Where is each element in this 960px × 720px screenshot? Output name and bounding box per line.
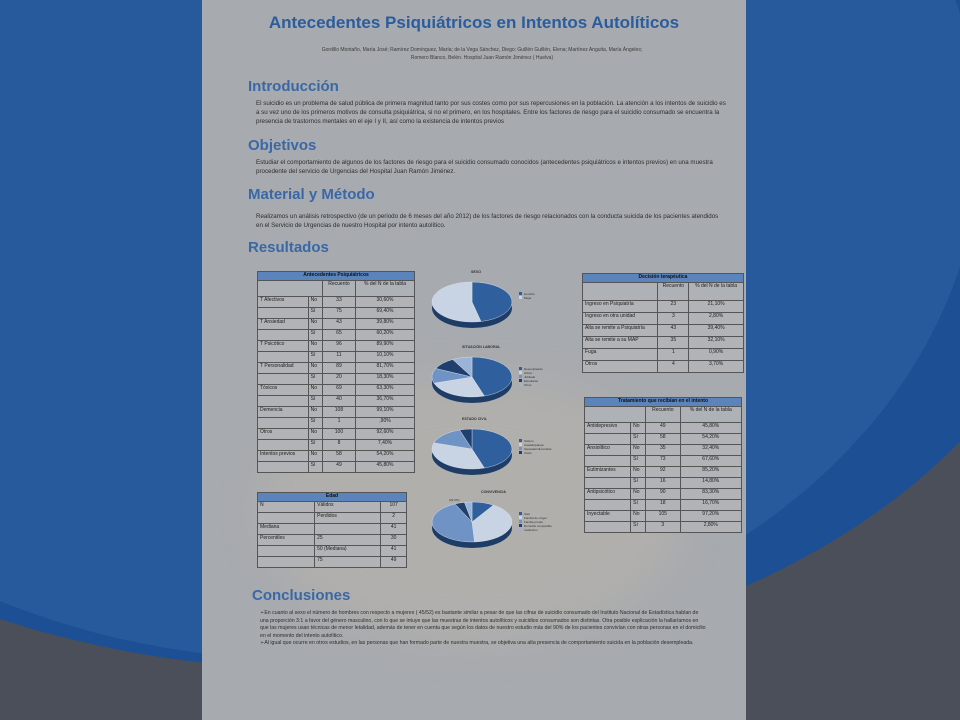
row-percent: 7,40% — [356, 440, 415, 451]
row-count: 11 — [322, 352, 355, 363]
table-row — [258, 330, 415, 341]
table-header-pct: % del N de la tabla — [356, 281, 415, 297]
row-count: 16 — [646, 478, 681, 489]
row-category: Sí — [308, 418, 322, 429]
legend-label: Solo — [524, 512, 531, 516]
table-row — [583, 361, 744, 373]
row-label — [258, 546, 315, 557]
row-label: Eutimizantes — [585, 467, 631, 478]
legend-label: Familia de origen — [524, 516, 548, 520]
conclusions-heading: Conclusiones — [252, 587, 351, 604]
legend-entry — [519, 383, 559, 387]
row-count: 35 — [658, 337, 689, 349]
row-category: No — [631, 511, 646, 522]
row-count: 1 — [322, 418, 355, 429]
row-percent: 92,60% — [356, 429, 415, 440]
row-percent: 21,10% — [689, 301, 744, 313]
row-percent: 39,80% — [356, 319, 415, 330]
legend-label: Domicilio compartido — [524, 524, 552, 528]
legend-label: Activo — [524, 371, 533, 375]
legend-swatch — [519, 451, 522, 454]
row-label: N — [258, 502, 315, 513]
table-row — [583, 325, 744, 337]
legend-entry — [519, 296, 559, 300]
row-percent: 45,80% — [680, 423, 741, 434]
row-value: 2 — [381, 513, 407, 524]
row-count: 49 — [646, 423, 681, 434]
legend-label: Jubilado — [524, 375, 536, 379]
table-header-blank — [585, 407, 646, 423]
row-label: Demencia — [258, 407, 309, 418]
row-sublabel: 50 (Mediana) — [315, 546, 381, 557]
pie-legend — [519, 512, 559, 532]
table-header-recuento: Recuento — [646, 407, 681, 423]
legend-label: Desempleado — [524, 367, 543, 371]
row-count: 108 — [322, 407, 355, 418]
table-row — [258, 546, 407, 557]
row-count: 96 — [322, 341, 355, 352]
row-label — [585, 478, 631, 489]
row-count: 100 — [322, 429, 355, 440]
objectives-heading: Objetivos — [248, 137, 317, 154]
row-category: No — [631, 489, 646, 500]
legend-label: Soltero — [524, 439, 534, 443]
table-row — [258, 297, 415, 308]
row-label: Antipsicótico — [585, 489, 631, 500]
table-row — [258, 557, 407, 568]
row-count: 1 — [658, 349, 689, 361]
legend-swatch — [519, 439, 522, 442]
legend-label: Otros — [524, 383, 532, 387]
table-row — [258, 319, 415, 330]
table-row — [258, 341, 415, 352]
conclusions-text — [260, 610, 706, 648]
methods-text: Realizamos un análisis retrospectivo (de un periodo de 6 meses del año 2012) de los factores de riesgo relacionados con la conducta suicida de los pacientes atendidos en el Servicio de Urgencias de nuestro Hospital por intento autolítico. — [256, 213, 719, 229]
row-count: 90 — [646, 489, 681, 500]
row-count: 4 — [658, 361, 689, 373]
row-percent: 2,80% — [689, 313, 744, 325]
row-sublabel: 25 — [315, 535, 381, 546]
row-label: Fuga — [583, 349, 658, 361]
row-category: Sí — [308, 308, 322, 319]
legend-swatch — [519, 379, 522, 382]
conclusion-item: ➢En cuanto al sexo el número de hombres con respecto a mujeres ( 45/52) es bastante similar a pesar de que las cifras de suicidio consumado del Instituto Nacional de Estadística hablan de una proporción 3:1 a favor del género masculino, con lo que se intuye que las muestras de intentos autolíticos y suicidios consumados son distintas. Otra posible explicación la hallaríamos en que las mujeres usan técnicas de menor letalidad, además de tener en cuenta que según los datos de nuestro estudio más del 90% de los pacientes convivían con otras personas en el domicilio en el momento del intento autolítico. — [260, 610, 706, 639]
pie-legend — [519, 439, 559, 455]
legend-swatch — [519, 524, 522, 527]
table-header-recuento: Recuento — [322, 281, 355, 297]
row-category: No — [308, 363, 322, 374]
pie-chart — [427, 423, 517, 483]
table-row — [258, 385, 415, 396]
table-tratamiento — [584, 397, 742, 533]
row-label — [258, 308, 309, 319]
row-percent: 30,60% — [356, 297, 415, 308]
row-count: 75 — [322, 308, 355, 319]
legend-swatch — [519, 367, 522, 370]
intro-text: El suicidio es un problema de salud pública de primera magnitud tanto por sus costes como por sus repercusiones en la población. La atención a los intentos de suicidio es a su vez uno de los primeros motivos de consulta psiquiátrica, si no el primero, en los hospitales. Entre los factores de riesgo para el suicidio consumado se encuentra la presencia de trastornos mentales en el eje I y II, así como la existencia de intentos previos — [256, 100, 726, 125]
legend-label: Mujer — [524, 296, 532, 300]
row-category: No — [308, 319, 322, 330]
row-percent: 0,90% — [689, 349, 744, 361]
row-label: T Psicótico — [258, 341, 309, 352]
row-category: Sí — [308, 462, 322, 473]
row-count: 65 — [322, 330, 355, 341]
row-count: 49 — [322, 462, 355, 473]
pie-title: SITUACIÓN LABORAL — [462, 345, 501, 349]
row-label: Intentos previos — [258, 451, 309, 462]
row-label: T Ansiedad — [258, 319, 309, 330]
legend-label: Viudo — [524, 451, 532, 455]
table-row — [258, 524, 407, 535]
legend-swatch — [519, 383, 522, 386]
legend-entry — [519, 528, 559, 532]
row-label — [258, 374, 309, 385]
row-percent: 54,20% — [680, 434, 741, 445]
row-percent: 3,70% — [689, 361, 744, 373]
table-row — [583, 337, 744, 349]
row-label: Inyectable — [585, 511, 631, 522]
legend-swatch — [519, 447, 522, 450]
conclusion-item: ➢Al igual que ocurre en otros estudios, en las personas que han formado parte de nuestra muestra, se objetiva una alta presencia de comportamiento suicida en la población desempleada. — [260, 640, 694, 647]
row-count: 18 — [646, 500, 681, 511]
row-category: No — [308, 385, 322, 396]
row-label — [258, 396, 309, 407]
row-percent: 81,70% — [356, 363, 415, 374]
row-count: 105 — [646, 511, 681, 522]
row-percent: 32,40% — [680, 445, 741, 456]
legend-swatch — [519, 528, 522, 531]
legend-label: Hombre — [524, 292, 535, 296]
row-category: Sí — [631, 478, 646, 489]
row-category: Sí — [631, 456, 646, 467]
table-row — [583, 349, 744, 361]
table-header-pct: % del N de la tabla — [680, 407, 741, 423]
legend-label: Casado/pareja — [524, 443, 544, 447]
legend-swatch — [519, 443, 522, 446]
row-category: No — [308, 297, 322, 308]
row-label: Antidepresivo — [585, 423, 631, 434]
row-percent: 16,70% — [680, 500, 741, 511]
row-category: No — [308, 451, 322, 462]
row-count: 40 — [322, 396, 355, 407]
row-count: 73 — [646, 456, 681, 467]
row-count: 8 — [322, 440, 355, 451]
row-percent: 83,30% — [680, 489, 741, 500]
row-label — [585, 500, 631, 511]
pie-chart — [427, 276, 517, 336]
row-percent: 10,10% — [356, 352, 415, 363]
legend-swatch — [519, 296, 522, 299]
row-percent: 18,30% — [356, 374, 415, 385]
legend-label: Familia propia — [524, 520, 543, 524]
row-label: Ansiolítico — [585, 445, 631, 456]
table-row — [585, 478, 742, 489]
table-header-blank — [583, 283, 658, 301]
table-row — [585, 467, 742, 478]
row-label: Mediana — [258, 524, 315, 535]
pie-title: SEXO — [471, 270, 481, 274]
row-value: 41 — [381, 546, 407, 557]
row-sublabel: 75 — [315, 557, 381, 568]
pie-charts — [427, 270, 552, 560]
row-category: Sí — [308, 330, 322, 341]
table-row — [258, 374, 415, 385]
legend-label: Separado/divorciado — [524, 447, 552, 451]
pie-annotation: (29,3%) — [449, 498, 460, 502]
row-label: Percentiles — [258, 535, 315, 546]
row-category: No — [308, 429, 322, 440]
table-decision-terapeutica — [582, 273, 744, 373]
table-row — [258, 308, 415, 319]
poster-title: Antecedentes Psiquiátricos en Intentos Autolíticos — [268, 13, 680, 32]
row-label: T Afectivos — [258, 297, 309, 308]
table-row — [258, 535, 407, 546]
row-sublabel: Perdidos — [315, 513, 381, 524]
table-row — [585, 489, 742, 500]
row-label: Tóxicos — [258, 385, 309, 396]
row-category: Sí — [631, 500, 646, 511]
table-row — [258, 418, 415, 429]
table-header-blank — [258, 281, 323, 297]
table-caption: Antecedentes Psiquiátricos — [258, 272, 415, 281]
table-row — [258, 440, 415, 451]
row-category: No — [308, 407, 322, 418]
legend-label: Institución — [524, 528, 538, 532]
table-row — [258, 407, 415, 418]
row-percent: 85,20% — [680, 467, 741, 478]
row-category: Sí — [308, 374, 322, 385]
row-count: 20 — [322, 374, 355, 385]
row-count: 43 — [322, 319, 355, 330]
table-row — [585, 423, 742, 434]
legend-label: Estudiante — [524, 379, 539, 383]
row-label — [258, 352, 309, 363]
row-count: 92 — [646, 467, 681, 478]
intro-heading: Introducción — [248, 78, 339, 95]
row-count: 3 — [658, 313, 689, 325]
row-label: T Personalidad — [258, 363, 309, 374]
row-value: 107 — [381, 502, 407, 513]
row-label — [258, 513, 315, 524]
authors: Gordillo Montaño, María José; Ramírez Domínguez, María; de la Vega Sánchez, Diego; Guillén Guillén, Elena; Martínez Anguita, María Ángeles; Romero Blanco, Belén. Hospital Juan Ramón Jiménez ( Huelva) — [321, 47, 643, 61]
legend-swatch — [519, 292, 522, 295]
table-caption: Tratamiento que recibían en el intento — [585, 398, 742, 407]
legend-swatch — [519, 512, 522, 515]
row-label — [258, 440, 309, 451]
row-category: No — [631, 423, 646, 434]
table-caption: Edad — [258, 493, 407, 502]
row-label — [258, 330, 309, 341]
row-category: Sí — [308, 352, 322, 363]
row-count: 58 — [646, 434, 681, 445]
row-percent: 45,80% — [356, 462, 415, 473]
row-count: 69 — [322, 385, 355, 396]
row-sublabel: Válidos — [315, 502, 381, 513]
table-row — [585, 500, 742, 511]
table-row — [583, 301, 744, 313]
legend-swatch — [519, 520, 522, 523]
row-count: 35 — [646, 445, 681, 456]
row-category: No — [631, 445, 646, 456]
row-category: Sí — [308, 440, 322, 451]
row-percent: 69,40% — [356, 308, 415, 319]
row-percent: 2,80% — [680, 522, 741, 533]
row-percent: 14,80% — [680, 478, 741, 489]
row-label: Alta se remite a Psiquiatría — [583, 325, 658, 337]
table-header-pct: % del N de la tabla — [689, 283, 744, 301]
legend-swatch — [519, 516, 522, 519]
table-row — [258, 429, 415, 440]
row-label: Ingreso en Psiquiatría — [583, 301, 658, 313]
row-label — [258, 418, 309, 429]
pie-chart — [427, 496, 517, 556]
row-percent: 39,40% — [689, 325, 744, 337]
row-label: Otros — [258, 429, 309, 440]
table-row — [258, 462, 415, 473]
table-row — [585, 434, 742, 445]
row-value: 41 — [381, 524, 407, 535]
legend-entry — [519, 451, 559, 455]
row-percent: 54,20% — [356, 451, 415, 462]
row-label — [585, 456, 631, 467]
legend-swatch — [519, 375, 522, 378]
row-percent: 36,70% — [356, 396, 415, 407]
table-row — [258, 363, 415, 374]
poster — [202, 0, 746, 720]
table-row — [583, 313, 744, 325]
row-count: 23 — [658, 301, 689, 313]
pie-title: ESTADO CIVIL — [462, 417, 487, 421]
row-count: 43 — [658, 325, 689, 337]
pie-chart — [427, 351, 517, 411]
table-header-recuento: Recuento — [658, 283, 689, 301]
row-percent: 89,90% — [356, 341, 415, 352]
table-row — [585, 511, 742, 522]
row-category: Sí — [631, 434, 646, 445]
results-heading: Resultados — [248, 239, 329, 256]
row-percent: 63,30% — [356, 385, 415, 396]
methods-heading: Material y Método — [248, 186, 375, 203]
table-antecedentes — [257, 271, 415, 473]
table-edad — [257, 492, 407, 568]
row-category: No — [308, 341, 322, 352]
row-percent: 99,10% — [356, 407, 415, 418]
table-row — [258, 513, 407, 524]
row-sublabel — [315, 524, 381, 535]
row-category: No — [631, 467, 646, 478]
objectives-text: Estudiar el comportamiento de algunos de los factores de riesgo para el suicidio consumado conocidos (antecedentes psiquiátricos e intentos previos) en una muestra procedente del servicio de Urgencias del Hospital Juan Ramón Jiménez. — [256, 159, 713, 175]
row-value: 49 — [381, 557, 407, 568]
table-row — [585, 456, 742, 467]
table-row — [585, 522, 742, 533]
table-row — [258, 396, 415, 407]
row-label — [585, 522, 631, 533]
row-percent: 32,10% — [689, 337, 744, 349]
table-caption: Decisión terapéutica — [583, 274, 744, 283]
row-label: Otros — [583, 361, 658, 373]
row-category: Sí — [631, 522, 646, 533]
pie-legend — [519, 367, 559, 387]
row-label: Ingreso en otra unidad — [583, 313, 658, 325]
row-count: 58 — [322, 451, 355, 462]
row-percent: 67,60% — [680, 456, 741, 467]
table-row — [258, 502, 407, 513]
row-count: 89 — [322, 363, 355, 374]
row-category: Sí — [308, 396, 322, 407]
legend-swatch — [519, 371, 522, 374]
table-row — [585, 445, 742, 456]
row-label — [585, 434, 631, 445]
table-row — [258, 451, 415, 462]
row-label — [258, 557, 315, 568]
row-label: Alta se remite a su MAP — [583, 337, 658, 349]
row-label — [258, 462, 309, 473]
pie-title: CONVIVENCIA — [481, 490, 506, 494]
row-percent: 60,20% — [356, 330, 415, 341]
row-percent: ,90% — [356, 418, 415, 429]
table-row — [258, 352, 415, 363]
row-percent: 97,20% — [680, 511, 741, 522]
row-count: 33 — [322, 297, 355, 308]
pie-legend — [519, 292, 559, 300]
row-value: 30 — [381, 535, 407, 546]
row-count: 3 — [646, 522, 681, 533]
